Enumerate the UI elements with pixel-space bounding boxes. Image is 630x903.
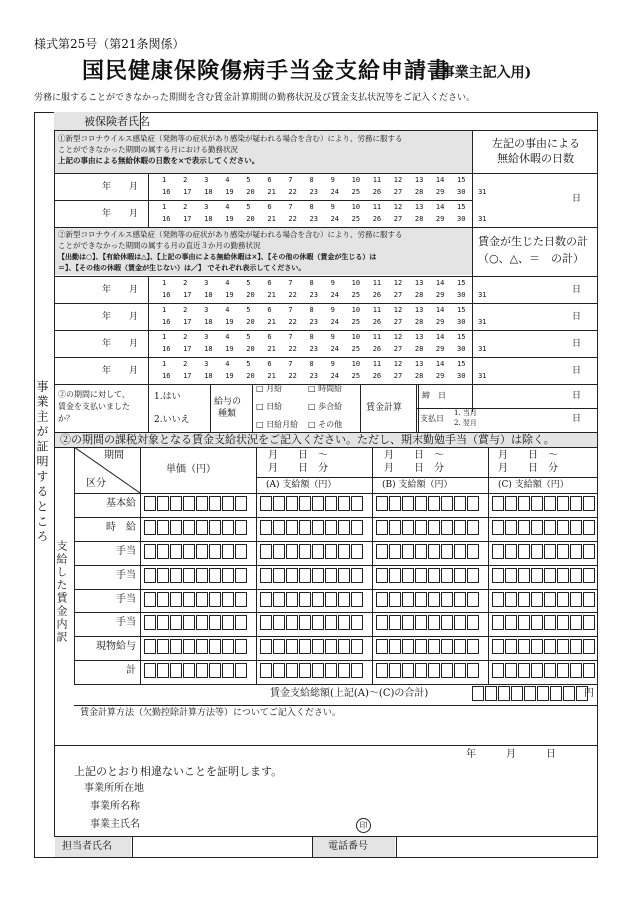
amount-c-boxes[interactable] <box>492 663 595 678</box>
sec2-desc-3: 【出勤は○】、【有給休暇は△】、【上記の事由による無給休暇は×】、【その他の休暇（賃金が生じる）は <box>58 252 377 261</box>
sec2-day-unit: 日 <box>572 366 582 376</box>
payday-same-month[interactable]: 1. 当月 <box>454 409 477 417</box>
col-c-range: 月 日 ～ <box>498 450 558 461</box>
closing-day-label: 締 日 <box>422 391 446 400</box>
sec1-desc-3: 上記の事由による無給休暇の日数を×で表示してください。 <box>58 156 260 165</box>
total-yen-unit: 円 <box>584 688 594 699</box>
payday-next-month[interactable]: 2. 翌月 <box>454 419 477 427</box>
amount-a-boxes[interactable] <box>260 568 363 583</box>
pay-no-option[interactable]: 2.いいえ <box>154 415 190 425</box>
calc-method-field[interactable] <box>80 722 592 742</box>
sec2-right-header-2: （○、△、＝ の計） <box>478 252 585 265</box>
sec2-right-header-1: 賃金が生じた日数の計 <box>478 235 588 248</box>
amount-b-boxes[interactable] <box>376 520 479 535</box>
sec2-desc-1: ②新型コロナウイルス感染症（発熱等の症状があり感染が疑われる場合を含む）により、労務に服する <box>58 230 403 239</box>
col-c-range-end: 月 日 分 <box>498 463 558 474</box>
unit-price-boxes[interactable] <box>144 544 247 559</box>
sec1-day-unit: 日 <box>572 194 582 204</box>
cal-days-1[interactable]: 1 2 3 4 5 6 7 8 9 10 11 12 13 14 15 <box>162 279 466 287</box>
wage-breakdown-side-label: 支給した賃金内訳 <box>55 540 68 644</box>
cal-days-1[interactable]: 1 2 3 4 5 6 7 8 9 10 11 12 13 14 15 <box>162 333 466 341</box>
wage-calc-label: 賃金計算 <box>366 403 403 413</box>
category-label: 区分 <box>86 478 106 489</box>
amount-b-boxes[interactable] <box>376 568 479 583</box>
unit-price-boxes[interactable] <box>144 568 247 583</box>
unit-price-boxes[interactable] <box>144 592 247 607</box>
insured-name-field[interactable] <box>141 113 597 129</box>
col-a-range: 月 日 ～ <box>268 450 328 461</box>
cal-days-2[interactable]: 16 17 18 19 20 21 22 23 24 25 26 27 28 29 30 31 <box>162 345 487 353</box>
cal-year-month: 年 月 <box>102 312 139 322</box>
sec1-desc-2: ことができなかった期間の属する月における勤務状況 <box>58 145 238 154</box>
wage-other-checkbox[interactable]: □ その他 <box>308 420 343 429</box>
amount-b-boxes[interactable] <box>376 663 479 678</box>
phone-field[interactable] <box>398 838 596 856</box>
amount-a-boxes[interactable] <box>260 544 363 559</box>
phone-label: 電話番号 <box>328 841 368 852</box>
wage-row-label: 現物給与 <box>96 641 136 653</box>
sec2-day-unit: 日 <box>572 285 582 295</box>
cal-year-month: 年 月 <box>102 209 139 219</box>
pay-q-1: ②の期間に対して、 <box>58 390 130 399</box>
wage-type-label-2: 種類 <box>218 409 237 419</box>
total-label: 賃金支給総額(上記(A)～(C)の合計) <box>270 688 429 699</box>
sec2-day-unit: 日 <box>572 339 582 349</box>
cal-days-2[interactable]: 16 17 18 19 20 21 22 23 24 25 26 27 28 29 30 31 <box>162 318 487 326</box>
wage-daily-checkbox[interactable]: □ 日給 <box>256 402 283 411</box>
payday-label: 支払日 <box>420 414 444 423</box>
wage-row-label: 手当 <box>116 617 136 629</box>
amount-c-boxes[interactable] <box>492 615 595 630</box>
instruction-text: 労務に服することができなかった期間を含む賃金計算期間の勤務状況及び賃金支払状況等をご記入ください。 <box>34 93 476 103</box>
amount-c-boxes[interactable] <box>492 520 595 535</box>
cal-days-2[interactable]: 16 17 18 19 20 21 22 23 24 25 26 27 28 29 30 31 <box>162 372 487 380</box>
amount-b-boxes[interactable] <box>376 592 479 607</box>
calc-method-label: 賃金計算方法（欠勤控除計算方法等）についてご記入ください。 <box>80 708 341 718</box>
wage-row-label: 手当 <box>116 545 136 557</box>
unit-price-label: 単価（円） <box>166 464 216 475</box>
sec2-desc-4: ＝】、【その他の休暇（賃金が生じない）は／】 でそれぞれ表示してください。 <box>58 263 306 272</box>
pay-q-3: か？ <box>58 414 74 423</box>
wage-commission-checkbox[interactable]: □ 歩合給 <box>308 402 343 411</box>
cal-days-1[interactable]: 1 2 3 4 5 6 7 8 9 10 11 12 13 14 15 <box>162 360 466 368</box>
col-a-header: (A) 支給額（円） <box>266 480 337 490</box>
cal-days-1[interactable]: 1 2 3 4 5 6 7 8 9 10 11 12 13 14 15 <box>162 306 466 314</box>
unit-price-boxes[interactable] <box>144 520 247 535</box>
amount-c-boxes[interactable] <box>492 568 595 583</box>
sec2-day-unit: 日 <box>572 312 582 322</box>
wage-row-label: 時 給 <box>106 521 136 533</box>
cal-days-2[interactable]: 16 17 18 19 20 21 22 23 24 25 26 27 28 29 30 31 <box>162 291 487 299</box>
unit-price-boxes[interactable] <box>144 639 247 654</box>
amount-a-boxes[interactable] <box>260 520 363 535</box>
amount-a-boxes[interactable] <box>260 639 363 654</box>
certify-date[interactable]: 年 月 日 <box>466 749 556 760</box>
wage-monthly-checkbox[interactable]: □ 月給 <box>256 384 283 393</box>
col-b-range-end: 月 日 分 <box>384 463 444 474</box>
unit-price-boxes[interactable] <box>144 615 247 630</box>
office-address-label: 事業所所在地 <box>84 783 144 794</box>
amount-c-boxes[interactable] <box>492 639 595 654</box>
amount-b-boxes[interactable] <box>376 615 479 630</box>
form-number: 様式第25号（第21条関係） <box>34 37 185 51</box>
wage-table-header: ②の期間の課税対象となる賃金支給状況をご記入ください。ただし、期末勤勉手当（賞与）は除く。 <box>60 433 555 446</box>
wage-row-label: 手当 <box>116 569 136 581</box>
form-title: 国民健康保険傷病手当金支給申請書 <box>82 58 451 84</box>
wage-row-label: 手当 <box>116 593 136 605</box>
cal-days-1[interactable]: 1 2 3 4 5 6 7 8 9 10 11 12 13 14 15 <box>162 176 466 184</box>
unit-price-boxes[interactable] <box>144 496 247 511</box>
amount-a-boxes[interactable] <box>260 592 363 607</box>
cal-year-month: 年 月 <box>102 182 139 192</box>
unit-price-boxes[interactable] <box>144 663 247 678</box>
amount-b-boxes[interactable] <box>376 496 479 511</box>
amount-c-boxes[interactable] <box>492 592 595 607</box>
contact-name-field[interactable] <box>134 838 310 856</box>
total-amount-boxes[interactable] <box>472 686 588 701</box>
cal-year-month: 年 月 <box>102 366 139 376</box>
sec1-right-header-1: 左記の事由による <box>492 137 580 150</box>
sec2-desc-2: ことができなかった期間の属する月の直近３か月の勤務状況 <box>58 241 261 250</box>
col-b-range: 月 日 ～ <box>384 450 444 461</box>
cal-days-1[interactable]: 1 2 3 4 5 6 7 8 9 10 11 12 13 14 15 <box>162 203 466 211</box>
cal-days-2[interactable]: 16 17 18 19 20 21 22 23 24 25 26 27 28 29 30 31 <box>162 215 487 223</box>
period-label: 期間 <box>104 450 124 461</box>
cal-year-month: 年 月 <box>102 339 139 349</box>
col-c-header: (C) 支給額（円） <box>498 480 569 490</box>
amount-b-boxes[interactable] <box>376 544 479 559</box>
wage-row-label: 計 <box>126 665 136 677</box>
payday-unit: 日 <box>572 414 582 424</box>
col-a-range-end: 月 日 分 <box>268 463 328 474</box>
amount-c-boxes[interactable] <box>492 544 595 559</box>
wage-type-label-1: 給与の <box>214 397 242 407</box>
amount-a-boxes[interactable] <box>260 615 363 630</box>
certify-statement: 上記のとおり相違ないことを証明します。 <box>74 765 283 778</box>
insured-name-label: 被保険者氏名 <box>84 115 150 128</box>
closing-day-unit: 日 <box>572 391 582 401</box>
seal-mark: 印 <box>356 818 371 833</box>
amount-a-boxes[interactable] <box>260 663 363 678</box>
owner-name-label: 事業主氏名 <box>90 819 140 830</box>
contact-name-label: 担当者氏名 <box>62 841 112 852</box>
col-b-header: (B) 支給額（円） <box>382 480 453 490</box>
sec1-desc-1: ①新型コロナウイルス感染症（発熱等の症状があり感染が疑われる場合を含む）により、労務に服する <box>58 134 403 143</box>
wage-hourly-checkbox[interactable]: □ 時間給 <box>308 384 343 393</box>
side-label: 事業主が証明するところ <box>35 380 49 545</box>
amount-c-boxes[interactable] <box>492 496 595 511</box>
pay-q-2: 賃金を支払いました <box>58 402 130 411</box>
office-name-label: 事業所名称 <box>90 801 140 812</box>
pay-yes-option[interactable]: 1.はい <box>154 392 181 402</box>
sec1-right-header-2: 無給休暇の日数 <box>497 152 574 165</box>
form-title-suffix: (事業主記入用) <box>434 65 532 81</box>
cal-year-month: 年 月 <box>102 285 139 295</box>
wage-daily-monthly-checkbox[interactable]: □ 日給月給 <box>256 420 299 429</box>
amount-b-boxes[interactable] <box>376 639 479 654</box>
amount-a-boxes[interactable] <box>260 496 363 511</box>
cal-days-2[interactable]: 16 17 18 19 20 21 22 23 24 25 26 27 28 29 30 31 <box>162 188 487 196</box>
wage-row-label: 基本給 <box>106 498 136 509</box>
